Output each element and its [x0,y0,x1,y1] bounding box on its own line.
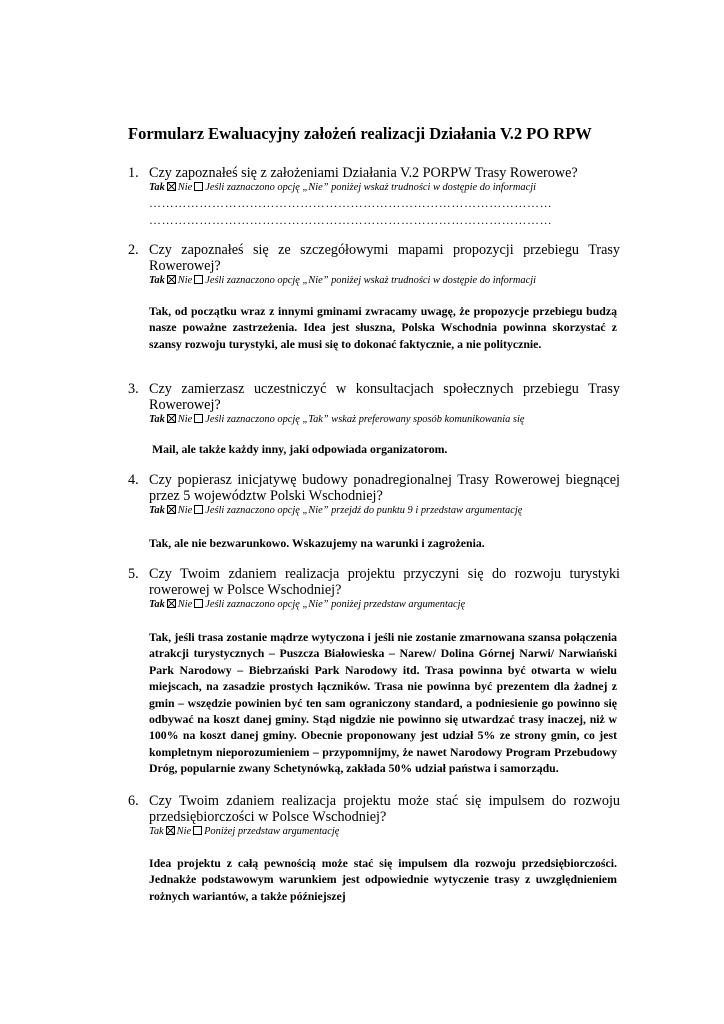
question-number: 1. [128,165,139,181]
option-tak-label: Tak [149,275,165,286]
checkbox-tak-checked-icon[interactable] [167,505,176,514]
option-tak-label: Tak [149,505,165,516]
question-number: 5. [128,566,139,582]
answer-text-3: Mail, ale także każdy inny, jaki odpowiada organizatorom. [152,442,448,456]
question-5 [128,566,620,612]
checkbox-tak-checked-icon[interactable] [167,414,176,423]
checkbox-nie-empty-icon[interactable] [193,826,202,835]
option-nie-label: Nie [177,275,193,286]
question-text: Czy zapoznałeś się z założeniami Działania V.2 PORPW Trasy Rowerowe? [149,165,578,181]
answer-text-4: Tak, ale nie bezwarunkowo. Wskazujemy na warunki i zagrożenia. [149,536,485,550]
question-2 [128,242,620,288]
question-number: 3. [128,381,139,397]
checkbox-nie-empty-icon[interactable] [194,599,203,608]
answer-text-6: Idea projektu z całą pewnością może stać się impulsem dla rozwoju przedsiębiorczości. Jednakże podstawowym warunkiem jest odpowiednie wytyczenie trasy z uwzględnieniem rożnych wariantów, a także późniejszej [149,856,617,903]
answer-options [149,504,620,518]
question-text: Czy zapoznałeś się ze szczegółowymi mapami propozycji przebiegu Trasy Rowerowej? [149,242,620,274]
answer-options [149,825,620,839]
question-text: Czy popierasz inicjatywę budowy ponadregionalnej Trasy Rowerowej biegnącej przez 5 województw Polski Wschodniej? [149,472,620,504]
question-text: Czy Twoim zdaniem realizacja projektu przyczyni się do rozwoju turystyki rowerowej w Polsce Wschodniej? [149,566,620,598]
option-tak-label: Tak [149,414,165,425]
question-number: 6. [128,793,139,809]
answer-options [149,274,620,288]
option-tak-label: Tak [149,599,165,610]
instruction-text: Jeśli zaznaczono opcję „Tak” wskaż preferowany sposób komunikowania się [205,414,525,425]
answer-text-5: Tak, jeśli trasa zostanie mądrze wytyczona i jeśli nie zostanie zmarnowana szansa połączenia atrakcji turystycznych – Puszcza Białowieska – Narew/ Dolina Górnej Narwi/ Narwiański Park Narodowy – Biebrzański Park Narodowy itd. Trasa powinna być otwarta w wielu miejscach, na zasadzie prostych łączników. Trasa nie powinna być prezentem dla żadnej z gmin – wszędzie powinien być ten sam ograniczony standard, a podniesienie go powinno się odbywać na koszt danej gminy. Stąd nigdzie nie powinno się utwardzać trasy inaczej, niż w 100% na koszt danej gminy. Obecnie proponowany jest udział 5% ze strony gmin, co jest kompletnym nieporozumieniem – przypomnijmy, że nawet Narodowy Program Przebudowy Dróg, popularnie zwany Schetynówką, zakłada 50% udział państwa i samorządu. [149,630,617,776]
instruction-text: Jeśli zaznaczono opcję „Nie” poniżej wskaż trudności w dostępie do informacji [205,182,536,193]
instruction-text: Jeśli zaznaczono opcję „Nie” przejdź do punktu 9 i przedstaw argumentację [205,505,523,516]
option-tak-label: Tak [149,826,164,837]
checkbox-tak-checked-icon[interactable] [167,599,176,608]
option-nie-label: Nie [177,599,193,610]
answer-options [149,413,620,427]
option-tak-label: Tak [149,182,165,193]
question-number: 4. [128,472,139,488]
checkbox-nie-empty-icon[interactable] [194,182,203,191]
question-text: Czy Twoim zdaniem realizacja projektu może stać się impulsem do rozwoju przedsiębiorczości w Polsce Wschodniej? [149,793,620,825]
checkbox-nie-empty-icon[interactable] [194,505,203,514]
question-1 [128,165,620,229]
option-nie-label: Nie [177,414,193,425]
question-6 [128,793,620,839]
option-nie-label: Nie [176,826,192,837]
instruction-text: Jeśli zaznaczono opcję „Nie” poniżej wskaż trudności w dostępie do informacji [205,275,536,286]
question-number: 2. [128,242,139,258]
form-title: Formularz Ewaluacyjny założeń realizacji Działania V.2 PO RPW [128,124,592,143]
checkbox-nie-empty-icon[interactable] [194,414,203,423]
option-nie-label: Nie [177,182,193,193]
answer-options [149,181,620,195]
instruction-text: Jeśli zaznaczono opcję „Nie” poniżej przedstaw argumentację [205,599,466,610]
question-4 [128,472,620,518]
checkbox-tak-checked-icon[interactable] [167,275,176,284]
checkbox-tak-checked-icon[interactable] [166,826,175,835]
answer-text-2: Tak, od początku wraz z innymi gminami zwracamy uwagę, że propozycje przebiegu budzą nasze poważne zastrzeżenia. Idea jest słuszna, Polska Wschodnia powinna skorzystać z szansy rozwoju turystyki, ale musi się to dokonać faktycznie, a nie politycznie. [149,304,617,351]
question-3 [128,381,620,427]
checkbox-nie-empty-icon[interactable] [194,275,203,284]
instruction-text: Poniżej przedstaw argumentację [204,826,340,837]
answer-dotted-line-2: …………………………………………………………………………………… [149,213,553,227]
question-text: Czy zamierzasz uczestniczyć w konsultacjach społecznych przebiegu Trasy Rowerowej? [149,381,620,413]
answer-options [149,598,620,612]
checkbox-tak-checked-icon[interactable] [167,182,176,191]
option-nie-label: Nie [177,505,193,516]
answer-dotted-line-1: …………………………………………………………………………………… [149,196,553,210]
